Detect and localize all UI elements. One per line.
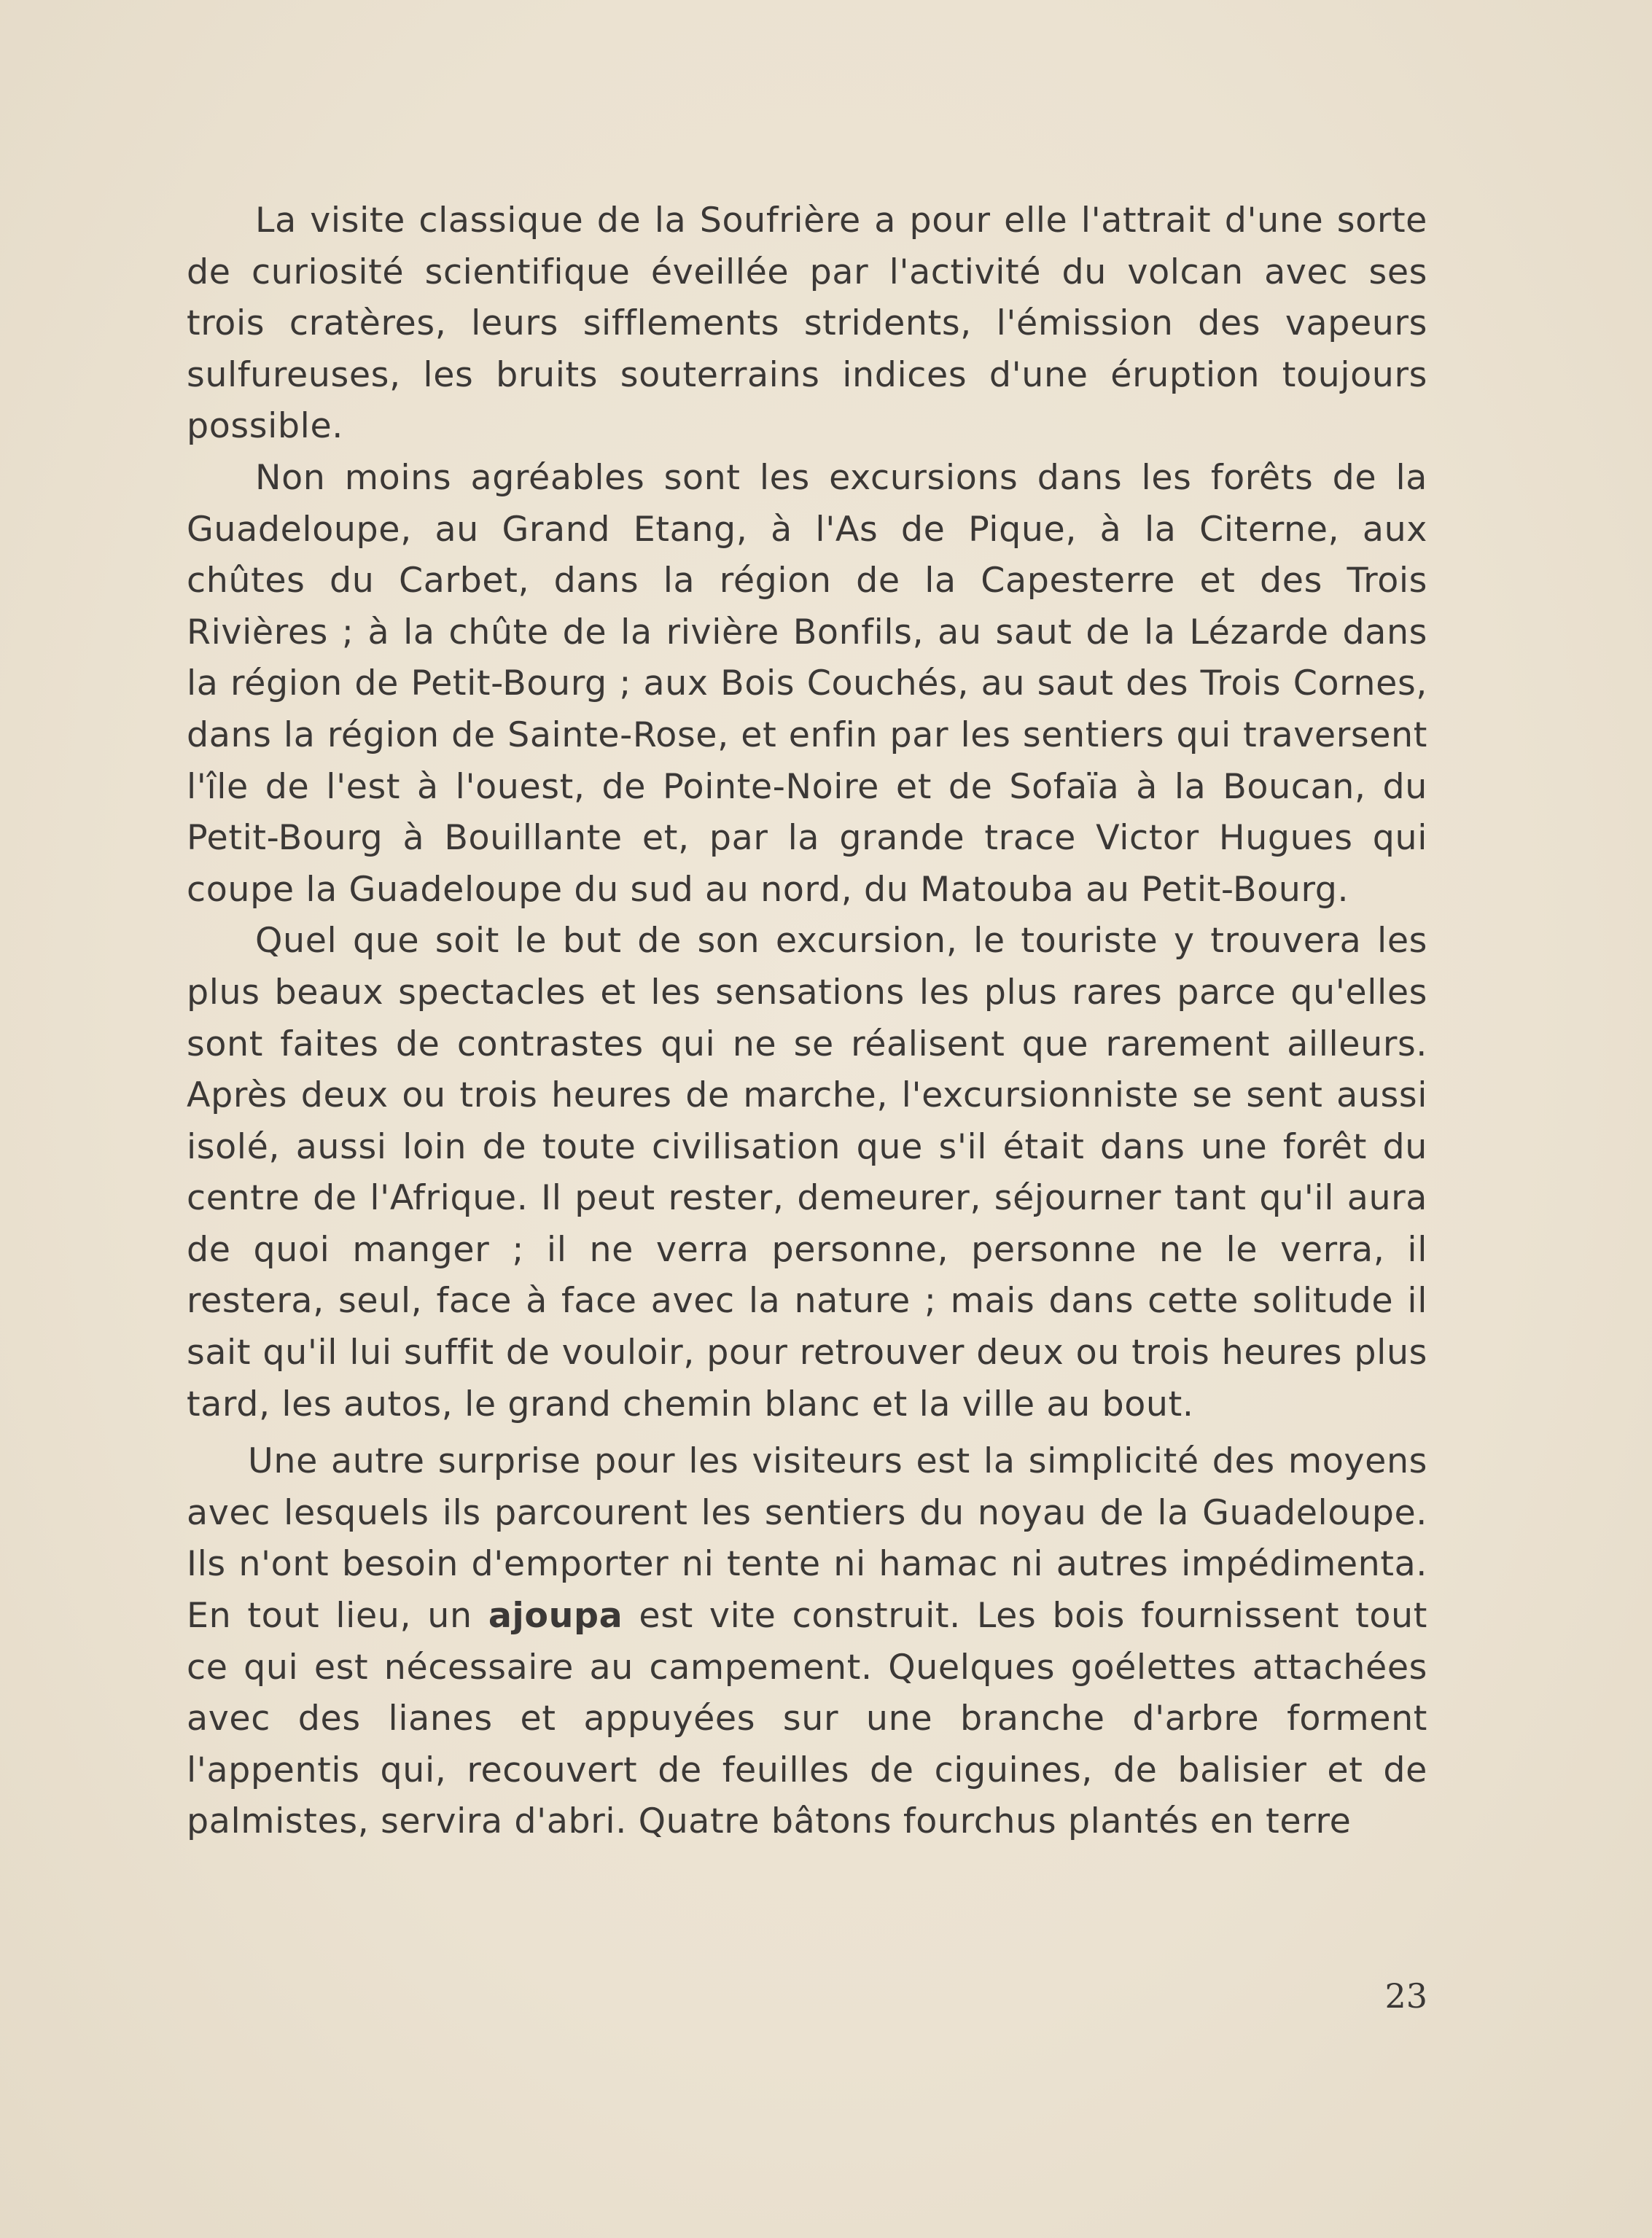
paragraph-ajoupa-start: Une autre surprise pour les visiteurs est la simplicité des moyens avec lesquels ils parcourent les sentiers du noyau de la Guadeloupe. Ils n'ont besoin d'emporter ni tente ni hamac ni autres impédimenta. En tout lieu, un: [187, 1441, 1427, 1637]
paragraph-contrastes: Quel que soit le but de son excursion, le touriste y trouvera les plus beaux spectacles et les sensations les plus rares parce qu'elles sont faites de contrastes qui ne se réalisent que rarement ailleurs. Après deux ou trois heures de marche, l'excursionniste se sent aussi isolé, aussi loin de toute civilisation que s'il était dans une forêt du centre de l'Afrique. Il peut rester, demeurer, séjourner tant qu'il aura de quoi manger ; il ne verra personne, personne ne le verra, il restera, seul, face à face avec la nature ; mais dans cette solitude il sait qu'il lui suffit de vouloir, pour retrouver deux ou trois heures plus tard, les autos, le grand chemin blanc et la ville au bout.: [187, 921, 1427, 1424]
paragraph-ajoupa: [187, 1436, 1427, 1848]
paragraph-excursions: Non moins agréables sont les excursions dans les forêts de la Guadeloupe, au Grand Etang, à l'As de Pique, à la Citerne, aux chûtes du Carbet, dans la région de la Capesterre et des Trois Rivières ; à la chûte de la rivière Bonfils, au saut de la Lézarde dans la région de Petit-Bourg ; aux Bois Couchés, au saut des Trois Cornes, dans la région de Sainte-Rose, et enfin par les sentiers qui traversent l'île de l'est à l'ouest, de Pointe-Noire et de Sofaïa à la Boucan, du Petit-Bourg à Bouillante et, par la grande trace Victor Hugues qui coupe la Guadeloupe du sud au nord, du Matouba au Petit-Bourg.: [187, 457, 1427, 910]
page-number: 23: [1384, 1976, 1427, 2016]
ajoupa-term: ajoupa: [488, 1596, 623, 1637]
paragraph-soufriere: La visite classique de la Soufrière a pour elle l'attrait d'une sorte de curiosité scientifique éveillée par l'activité du volcan avec ses trois cratères, leurs sifflements stridents, l'émission des vapeurs sulfureuses, les bruits souterrains indices d'une éruption toujours possible.: [187, 200, 1427, 447]
paragraph-ajoupa-end: est vite construit. Les bois fournissent tout ce qui est nécessaire au campement. Quelques goélettes attachées avec des lianes et appuyées sur une branche d'arbre forment l'appentis qui, recouvert de feuilles de ciguines, de balisier et de palmistes, servira d'abri. Quatre bâtons fourchus plantés en terre: [187, 1596, 1427, 1842]
body-text: [187, 195, 1427, 1848]
